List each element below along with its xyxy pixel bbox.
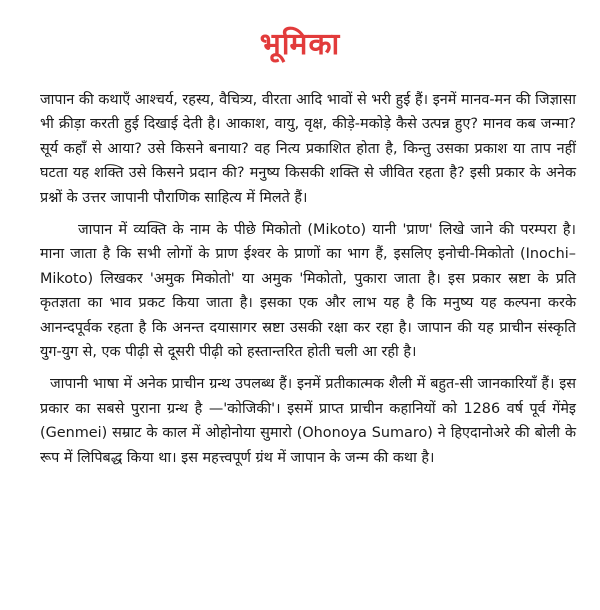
paragraph-2: जापान में व्यक्ति के नाम के पीछे मिकोतो (Mikoto) यानी 'प्राण' लिखे जाने की परम्परा है। माना जाता है कि सभी लोगों के प्राण ईश्वर के प्राणों का भाग हैं, इसलिए इनोची-मिकोतो (Inochi–Mikoto) लिखकर 'अमुक मिकोतो' या अमुक 'मिकोतो, पुकारा जाता है। इस प्रकार स्रष्टा के प्रति कृतज्ञता का भाव प्रकट किया जाता है। इसका एक और लाभ यह है कि मनुष्य यह कल्पना करके आनन्दपूर्वक रहता है कि अनन्त दयासागर स्रष्टा उसकी रक्षा कर रहा है। जापान की यह प्राचीन संस्कृति युग-युग से, एक पीढ़ी से दूसरी पीढ़ी को हस्तान्तरित होती चली आ रही है।	[40, 222, 576, 361]
paragraph-1: जापान की कथाएँ आश्चर्य, रहस्य, वैचित्र्य, वीरता आदि भावों से भरी हुई हैं। इनमें मानव-मन की जिज्ञासा भी क्रीड़ा करती हुई दिखाई देती है। आकाश, वायु, वृक्ष, कीड़े-मकोड़े कैसे उत्पन्न हुए? मानव कब जन्मा? सूर्य कहाँ से आया? उसे किसने बनाया? वह नित्य प्रकाशित होता है, किन्तु उसका प्रकाश या ताप नहीं घटता यह शक्ति उसे किसने प्रदान की? मनुष्य किसकी शक्ति से जीवित रहता है? इसी प्रकार के अनेक प्रश्नों के उत्तर जापानी पौराणिक साहित्य में मिलते हैं।	[40, 92, 576, 206]
body-text	[40, 88, 576, 470]
page-heading: भूमिका	[259, 27, 341, 62]
paragraph-3: जापानी भाषा में अनेक प्राचीन ग्रन्थ उपलब्ध हैं। इनमें प्रतीकात्मक शैली में बहुत-सी जानकारियाँ हैं। इस प्रकार का सबसे पुराना ग्रन्थ है —'कोजिकी'। इसमें प्राप्त प्राचीन कहानियों को 1286 वर्ष पूर्व गेंमेइ (Genmei) सम्राट के काल में ओहोनोया सुमारो (Ohonoya Sumaro) ने हिएदानोअरे की बोली के रूप में लिपिबद्ध किया था। इस महत्त्वपूर्ण ग्रंथ में जापान के जन्म की कथा है।	[40, 376, 576, 466]
